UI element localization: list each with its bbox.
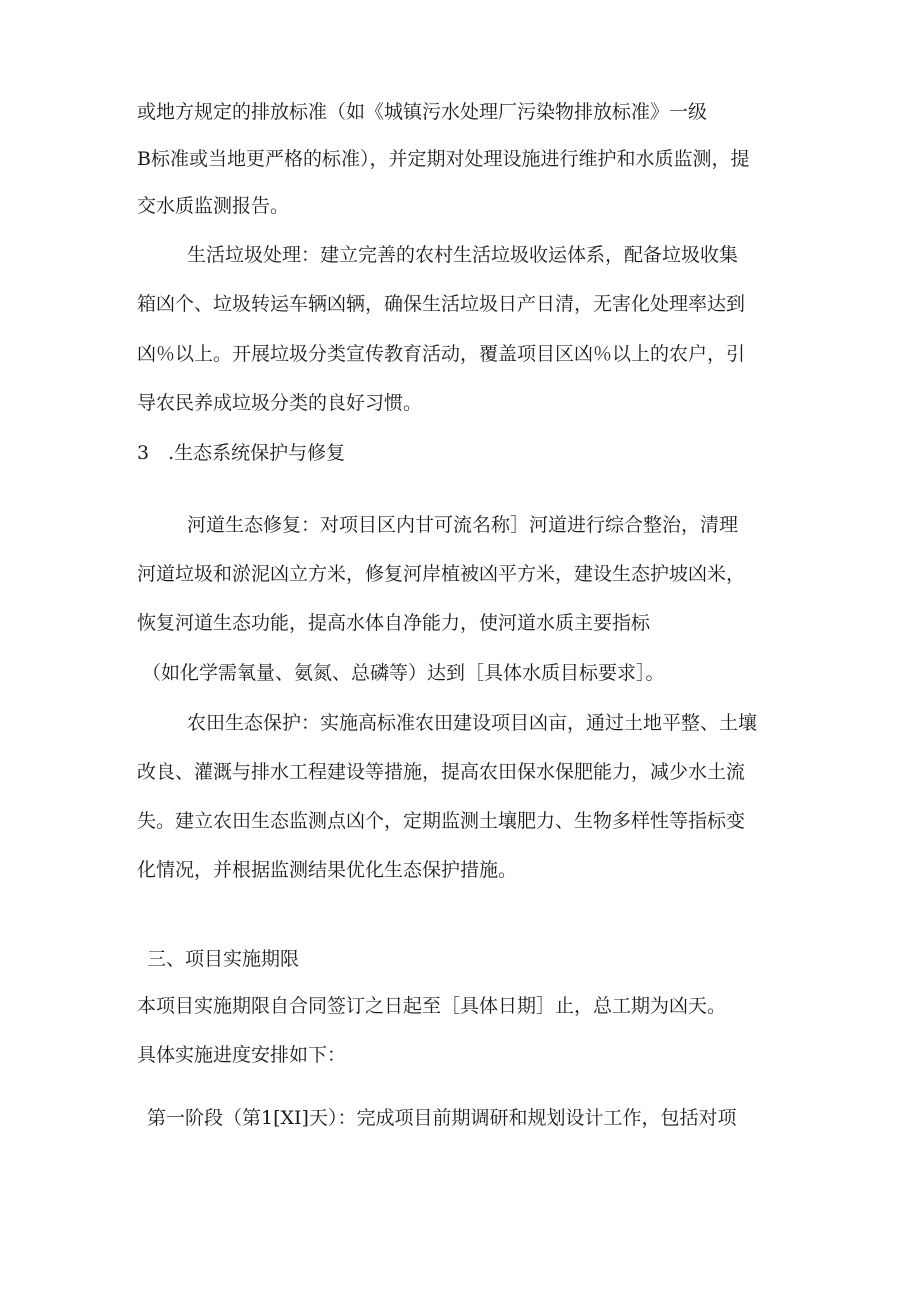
section-heading: 三、项目实施期限 — [147, 948, 300, 970]
text-line: 恢复河道生态功能，提高水体自净能力，使河道水质主要指标 — [137, 612, 651, 634]
text-line: 导农民养成垃圾分类的良好习惯。 — [137, 392, 423, 414]
text-line: 失。建立农田生态监测点凶个，定期监测土壤肥力、生物多样性等指标变 — [137, 810, 746, 832]
text-line: 第一阶段（第1[XI]天）：完成项目前期调研和规划设计工作，包括对项 — [147, 1107, 737, 1129]
text-line: 凶％以上。开展垃圾分类宣传教育活动，覆盖项目区凶％以上的农户，引 — [137, 343, 746, 365]
text-line: 具体实施进度安排如下： — [137, 1044, 347, 1066]
section-heading: 3 .生态系统保护与修复 — [137, 442, 346, 464]
text-line: 河道垃圾和淤泥凶立方米，修复河岸植被凶平方米，建设生态护坡凶米， — [137, 563, 746, 585]
text-line: （如化学需氧量、氨氮、总磷等）达到［具体水质目标要求］。 — [142, 662, 665, 684]
text-line: 箱凶个、垃圾转运车辆凶辆，确保生活垃圾日产日清，无害化处理率达到 — [137, 293, 746, 315]
text-line: 改良、灌溉与排水工程建设等措施，提高农田保水保肥能力，减少水土流 — [137, 761, 746, 783]
text-line: 或地方规定的排放标准（如《城镇污水处理厂污染物排放标准》一级 — [137, 101, 708, 123]
text-line: 交水质监测报告。 — [137, 195, 290, 217]
text-line: 生活垃圾处理：建立完善的农村生活垃圾收运体系，配备垃圾收集 — [187, 244, 739, 266]
text-line: B标准或当地更严格的标准），并定期对处理设施进行维护和水质监测，提 — [137, 148, 750, 170]
text-line: 化情况，并根据监测结果优化生态保护措施。 — [137, 859, 518, 881]
text-line: 河道生态修复：对项目区内甘可流名称］河道进行综合整治，清理 — [187, 514, 739, 536]
text-line: 农田生态保护：实施高标准农田建设项目凶亩，通过土地平整、土壤 — [187, 712, 758, 734]
text-line: 本项目实施期限自合同签订之日起至［具体日期］止，总工期为凶天。 — [137, 995, 727, 1017]
